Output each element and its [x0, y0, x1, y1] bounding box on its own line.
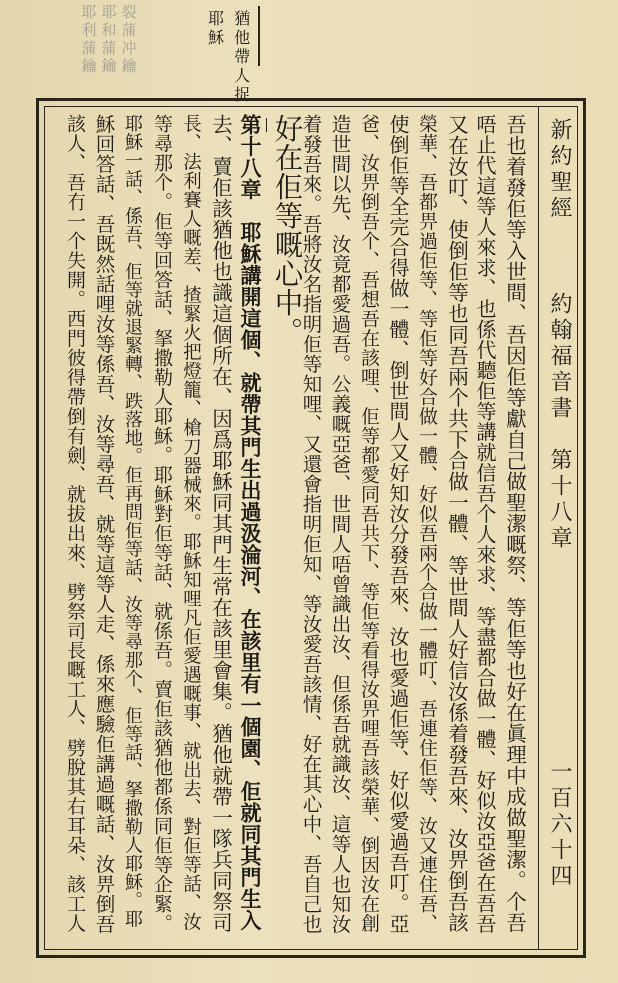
marginal-note-1: 猶他帶人捉 — [231, 10, 251, 105]
text-column-14: 耶穌一話、係吾、佢等就退緊轉、跌落地。佢再問佢等話、汝等尋那个、佢等話、拏撒勒人耶穌。耶 — [122, 114, 143, 928]
text-column-6: 爸、汝畀倒吾个、吾想吾在該哩、佢等都愛同吾共下、等佢等看得汝畀哩吾該榮華、倒因汝在創 — [358, 114, 380, 933]
text-column-1: 吾也着發佢等入世間、吾因佢等獻自己做聖潔嘅祭、等佢等也好在眞理中成做聖潔。个吾 — [502, 114, 527, 933]
text-column-5: 使倒佢等全完合得做一體、倒世間人又好知汝分發吾來、汝也愛過佢等、好似愛過吾叮。亞 — [386, 114, 410, 934]
marginal-note-2: 耶穌 — [205, 10, 225, 48]
text-column-15: 穌回答話、吾既然話哩汝等係吾、汝等尋吾、就等這等人走、係來應驗佢講過嘅話、汝畀倒吾 — [92, 114, 116, 934]
text-column-2: 唔止代這等人來求、也係代聽佢等講就信吾个人來求、等盡都合做一體、好似汝亞爸在吾吾 — [473, 114, 497, 934]
faded-marginal-note-1: 裂蒲冲鑰 — [119, 4, 138, 76]
text-column-13: 等尋那个。佢等回答話、拏撒勒人耶穌。耶穌對佢等話、就係吾。賣佢該猶他都係同佢等企緊。 — [151, 114, 173, 933]
text-column-12: 長、法利賽人嘅差、揸緊火把燈籠、槍刀器械來。耶穌知哩凡佢愛遇嘅事、就出去、對佢等話、汝 — [180, 114, 202, 931]
marginal-note-rule — [258, 6, 260, 66]
text-column-8: 着發吾來。吾將汝名指明佢等知哩、又還會指明佢知、等汝愛吾該情、好在其心中、吾自己也 — [299, 114, 323, 934]
chapter-heading-column: 第十八章 耶穌講開這個、就帶其門生出過汲淪河、在該里有一個園、佢就同其門生入 — [238, 114, 263, 931]
text-column-7: 造世間以先、汝竟都愛過吾。公義嘅亞爸、世間人唔曾識出汝、但係吾就識汝、這等人也知汝 — [328, 114, 352, 934]
text-column-16: 該人、吾冇一个失開。西門彼得帶倒有劍、就拔出來、劈祭司長嘅工人、劈脫其右耳朵、該工人 — [64, 114, 86, 933]
faded-marginal-note-2: 耶和蒲鑰 — [99, 4, 118, 76]
page-number: 一百六十四 — [547, 760, 572, 890]
text-column-4: 榮華、吾都畀過佢等、等佢等好合做一體、好似吾兩个合做一體叮、吾連住佢等、汝又連住吾、 — [416, 114, 438, 933]
faded-marginal-note-3: 耶利蒲鑰 — [79, 4, 98, 76]
book-title: 新約聖經 — [547, 118, 572, 222]
chapter-mark-rule — [266, 118, 267, 132]
gospel-chapter-title: 約翰福音書 第十八章 — [547, 292, 572, 552]
text-column-9: 好在佢等嘅心中。 — [270, 114, 304, 346]
header-divider — [538, 106, 539, 950]
text-column-3: 又在汝叮、使倒佢等也同吾兩个共下合做一體、等世間人好信汝係着發吾來、汝畀倒吾該 — [444, 114, 469, 933]
text-column-11: 去、賣佢該猶他也識這個所在、因爲耶穌同其門生常在該里會集。猶他就帶一隊兵同祭司 — [208, 114, 233, 933]
